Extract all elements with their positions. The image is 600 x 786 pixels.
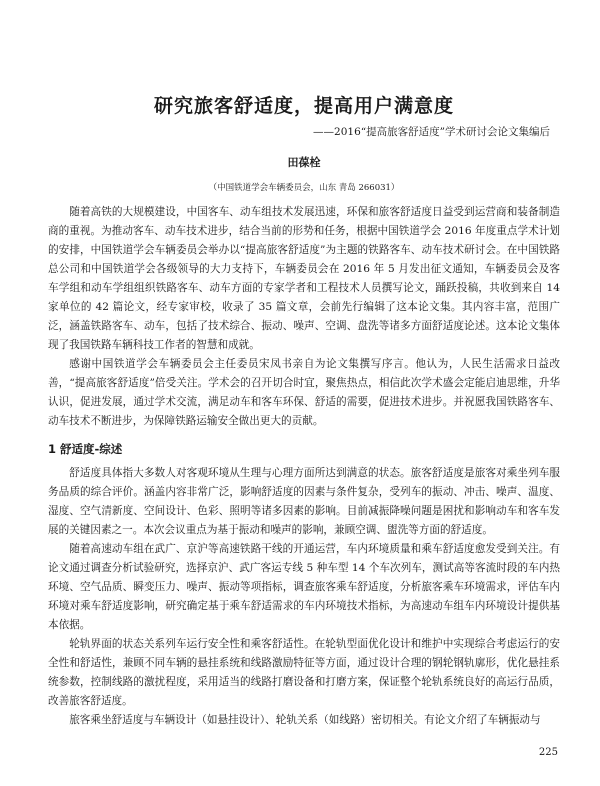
page-number: 225 [538,747,558,758]
body-paragraph: 舒适度具体指大多数人对客观环境从生理与心理方面所达到满意的状态。旅客舒适度是旅客对乘坐列车服务品质的综合评价。涵盖内容非常广泛，影响舒适度的因素与条件复杂，受列车的振动、冲击、噪声、温度、湿度、空气清新度、空间设计、色彩、照明等诸多因素的影响。目前减振降噪问题是困扰和影响动车和客车发展的关键因素之一。本次会议重点为基于振动和噪声的影响，兼顾空调、盥洗等方面的舒适度。 [48,467,560,536]
body-paragraph: 旅客乘坐舒适度与车辆设计（如悬挂设计）、轮轨关系（如线路）密切相关。有论文介绍了车辆振动与 [69,714,541,726]
author-name: 田葆栓 [287,156,321,169]
body-paragraph: 随着高铁的大规模建设，中国客车、动车组技术发展迅速，环保和旅客舒适度日益受到运营商和装备制造商的重视。为推动客车、动车技术进步，结合当前的形势和任务，根据中国铁道学会 2016 年度重点学术计划的安排，中国铁道学会车辆委员会举办以“提高旅客舒适度”为主题的铁路客车、动车技术研讨会。在中国铁路总公司和中国铁道学会各级领导的大力支持下，车辆委员会在 2016 年 5 月发出征文通知，车辆委员会及客车学组和动车学组组织铁路客车、动车方面的专家学者和工程技术人员撰写论文，踊跃投稿，共收到来自 14 家单位的 42 篇论文，经专家审校，收录了 35 篇文章，会前先行编辑了这本论文集。其内容丰富，范围广泛，涵盖铁路客车、动车，包括了技术综合、振动、噪声、空调、盘洗等诸多方面舒适度论述。这本论文集体现了我国铁路车辆科技工作者的智慧和成就。 [48,206,560,351]
paper-page [48,0,560,786]
article-body [48,203,560,730]
body-paragraph: 随着高速动车组在武广、京沪等高速铁路干线的开通运营，车内环境质量和乘车舒适度愈发受到关注。有论文通过调查分析试验研究，选择京沪、武广客运专线 5 种车型 14 个车次列车，测试高等客流时段的车内热环境、空气品质、瞬变压力、噪声、振动等项指标，调查旅客乘车舒适度，分析旅客乘车环境需求，评估车内环境对乘车舒适度影响，研究确定基于乘车舒适需求的车内环境技术指标，为高速动车组车内环境设计提供基本依据。 [48,543,560,631]
article-subtitle: ——2016“提高旅客舒适度”学术研讨会论文集编后 [313,126,550,138]
body-paragraph: 感谢中国铁道学会车辆委员会主任委员宋凤书亲自为论文集撰写序言。他认为，人民生活需求日益改善，“提高旅客舒适度”倍受关注。学术会的召开切合时宜，聚焦热点，相信此次学术盛会定能启迪思维，升华认识，促进发展，通过学术交流，满足动车和客车环保、舒适的需要，促进技术进步。并祝愿我国铁路客车、动车技术不断进步，为保障铁路运输安全做出更大的贡献。 [48,358,560,427]
author-affiliation: （中国铁道学会车辆委员会，山东 青岛 266031） [208,183,400,193]
body-paragraph: 轮轨界面的状态关系列车运行安全性和乘客舒适性。在轮轨型面优化设计和维护中实现综合考虑运行的安全性和舒适性，兼顾不同车辆的悬挂系统和线路激励特征等方面，通过设计合理的钢轮钢轨廓形，优化悬挂系统参数，控制线路的激扰程度，采用适当的线路打磨设备和打磨方案，保证整个轮轨系统良好的高运行品质，改善旅客舒适度。 [48,638,560,707]
section-heading: 1 舒适度-综述 [48,442,123,456]
article-title: 研究旅客舒适度，提高用户满意度 [153,95,454,117]
